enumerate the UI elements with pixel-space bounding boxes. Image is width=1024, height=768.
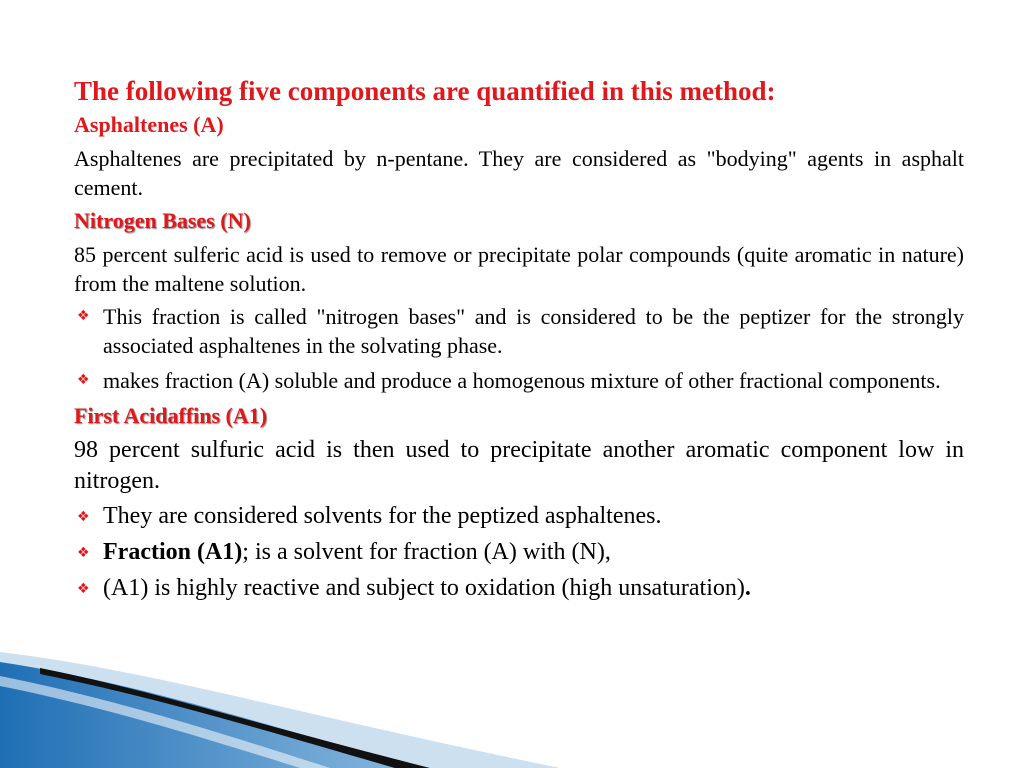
bullet-text: makes fraction (A) soluble and produce a homogenous mixture of other fractional components.: [103, 368, 941, 393]
slide-content: [74, 74, 964, 609]
bullet-text: They are considered solvents for the peptized asphaltenes.: [103, 503, 662, 529]
corner-wave-decoration: [0, 640, 1024, 768]
list-item: [74, 573, 964, 604]
diamond-bullet-icon: ❖: [77, 581, 90, 597]
list-item: [74, 537, 964, 568]
bullet-bold-period: .: [744, 575, 751, 601]
diamond-bullet-icon: ❖: [77, 308, 90, 324]
bullet-bold-text: Fraction (A1): [103, 539, 243, 565]
bullet-text: This fraction is called "nitrogen bases" and is considered to be the peptizer for the strongly associated asphaltenes in the solvating phase.: [103, 304, 964, 358]
slide-title: The following five components are quantified in this method:: [74, 76, 776, 106]
diamond-bullet-icon: ❖: [77, 509, 90, 525]
section-paragraph-first-acidaffins: 98 percent sulfuric acid is then used to precipitate another aromatic component low in nitrogen.: [74, 437, 964, 494]
section-paragraph-asphaltenes: Asphaltenes are precipitated by n-pentane. They are considered as "bodying" agents in asphalt cement.: [74, 146, 964, 200]
list-item: [74, 366, 964, 395]
diamond-bullet-icon: ❖: [77, 372, 90, 388]
section-heading-first-acidaffins: First Acidaffins (A1): [74, 403, 268, 428]
bullet-text: ; is a solvent for fraction (A) with (N),: [242, 539, 611, 565]
list-item: [74, 501, 964, 532]
list-item: [74, 302, 964, 360]
bullet-text: (A1) is highly reactive and subject to oxidation (high unsaturation): [103, 575, 745, 601]
section-heading-nitrogen-bases: Nitrogen Bases (N): [74, 208, 251, 233]
diamond-bullet-icon: ❖: [77, 545, 90, 561]
section-paragraph-nitrogen-bases: 85 percent sulferic acid is used to remove or precipitate polar compounds (quite aromatic in nature) from the maltene solution.: [74, 242, 964, 296]
section-heading-asphaltenes: Asphaltenes (A): [74, 112, 224, 137]
